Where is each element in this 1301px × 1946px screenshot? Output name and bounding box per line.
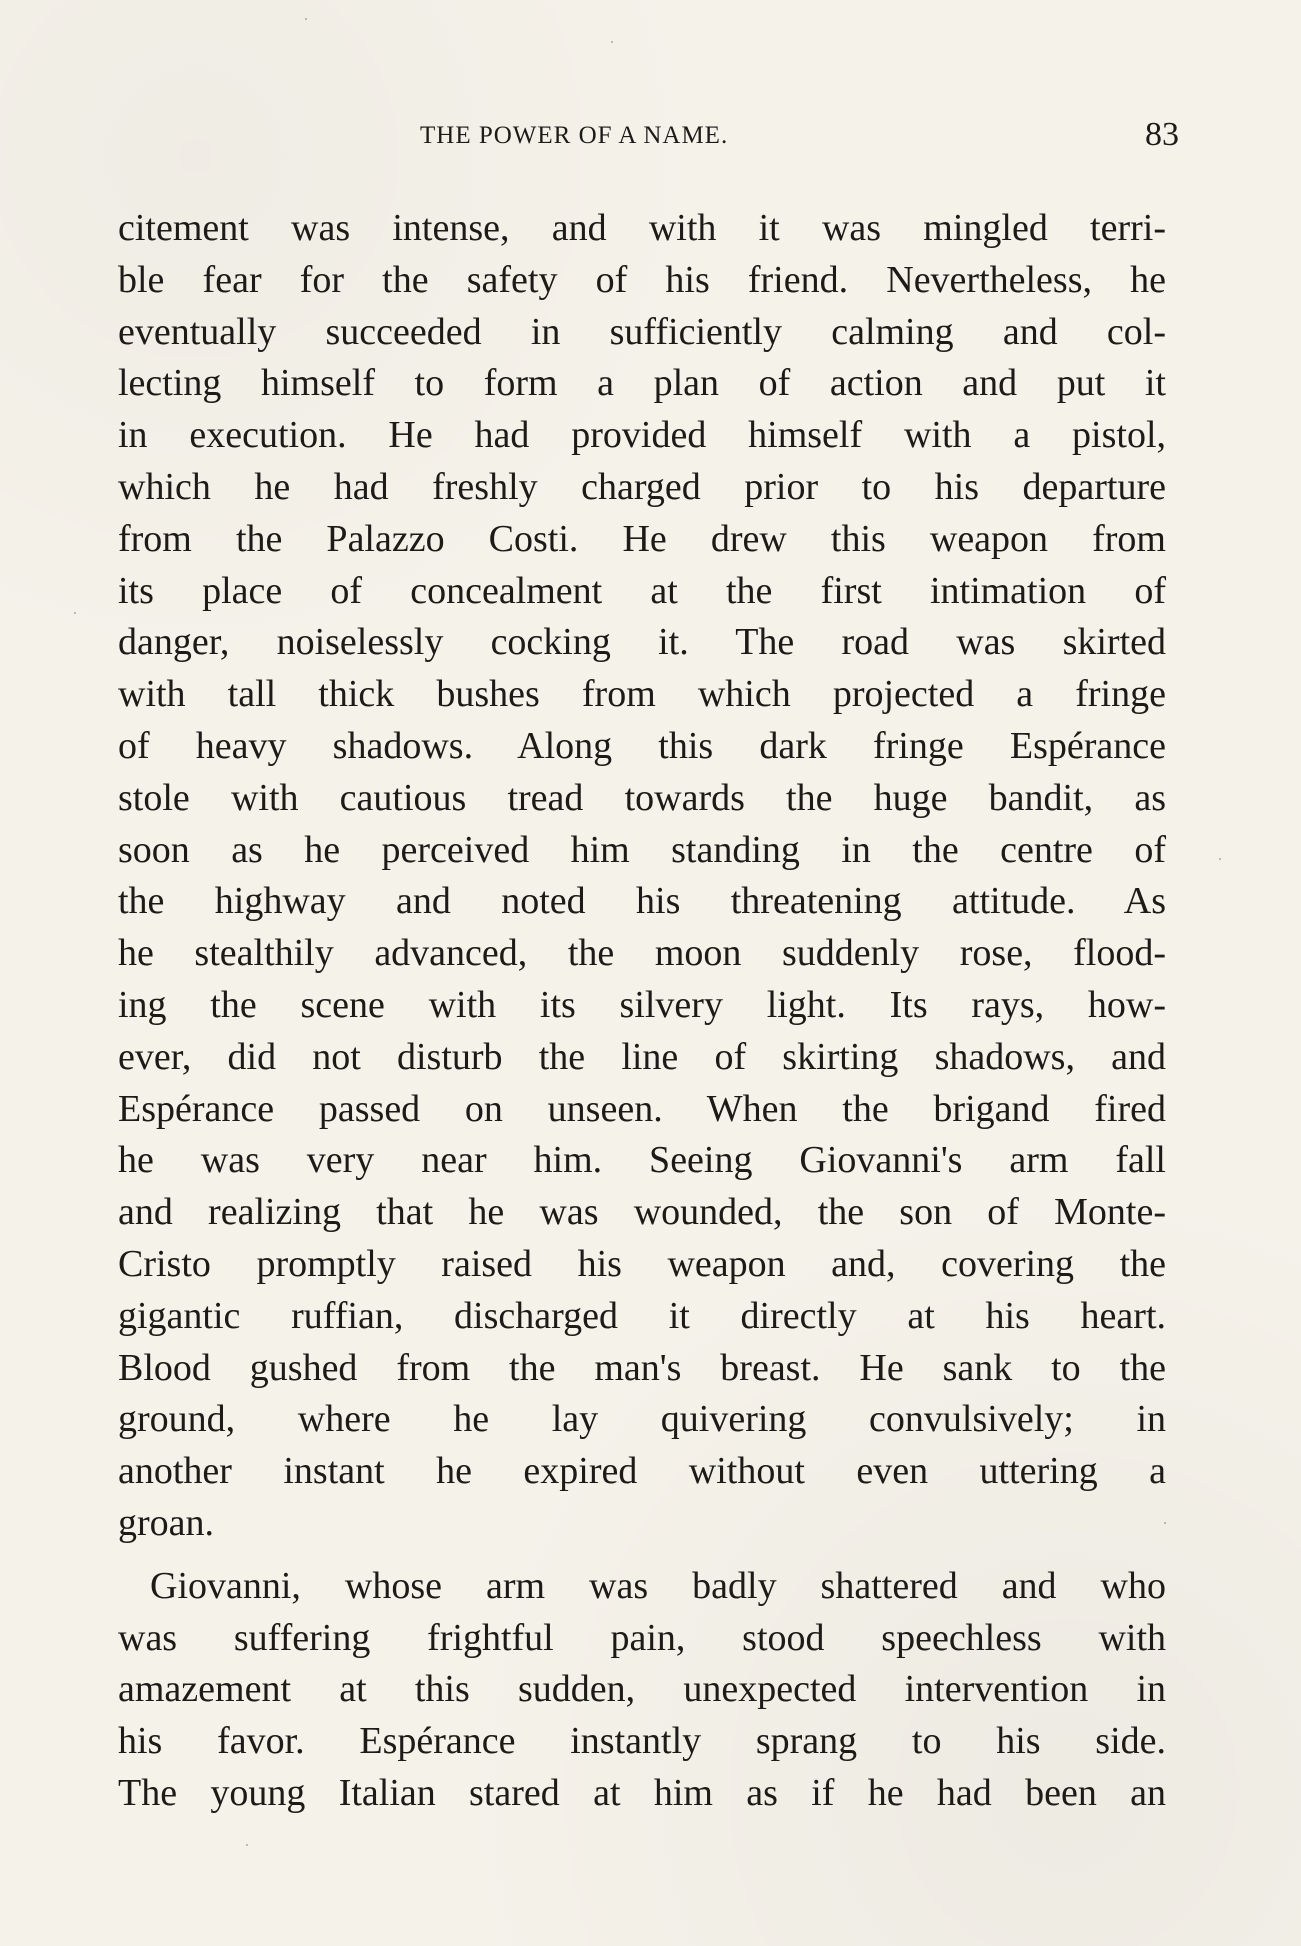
- running-head: THE POWER OF A NAME.: [420, 122, 729, 149]
- paper-speck: [816, 1792, 818, 1794]
- text-line: groan.: [118, 1501, 215, 1544]
- page-number: 83: [1145, 116, 1179, 153]
- paragraph-1: [118, 203, 1166, 1550]
- text-line: lecting himself to form a plan of action and put it: [118, 362, 1166, 405]
- text-line: amazement at this sudden, unexpected intervention in: [118, 1668, 1166, 1711]
- paper-speck: [74, 612, 76, 614]
- text-line: ever, did not disturb the line of skirting shadows, and: [118, 1035, 1166, 1078]
- text-line: soon as he perceived him standing in the centre of: [118, 828, 1166, 871]
- paragraph-2: [118, 1561, 1166, 1820]
- text-line: with tall thick bushes from which projected a fringe: [118, 673, 1166, 716]
- text-line: ble fear for the safety of his friend. Nevertheless, he: [118, 258, 1166, 301]
- paper-speck: [246, 1844, 248, 1846]
- paper-speck: [611, 41, 613, 43]
- text-line: citement was intense, and with it was mingled terri-: [118, 207, 1166, 249]
- text-line: gigantic ruffian, discharged it directly at his heart.: [118, 1294, 1166, 1337]
- paper-speck: [305, 18, 307, 20]
- text-line: in execution. He had provided himself with a pistol,: [118, 414, 1166, 457]
- text-line: which he had freshly charged prior to his departure: [118, 465, 1166, 508]
- text-line: his favor. Espérance instantly sprang to his side.: [118, 1720, 1166, 1763]
- text-line: ing the scene with its silvery light. Its rays, how-: [118, 983, 1166, 1026]
- text-line: its place of concealment at the first intimation of: [118, 569, 1166, 612]
- body-text: [118, 203, 1166, 1820]
- text-line: and realizing that he was wounded, the son of Monte-: [118, 1191, 1166, 1234]
- text-line: danger, noiselessly cocking it. The road was skirted: [118, 621, 1166, 664]
- text-line: another instant he expired without even uttering a: [118, 1450, 1166, 1493]
- text-line: he was very near him. Seeing Giovanni's arm fall: [118, 1139, 1166, 1182]
- paper-speck: [1164, 1522, 1166, 1524]
- text-line: was suffering frightful pain, stood speechless with: [118, 1616, 1166, 1659]
- text-line: ground, where he lay quivering convulsively; in: [118, 1398, 1166, 1441]
- text-line: from the Palazzo Costi. He drew this weapon from: [118, 517, 1166, 560]
- text-line: Cristo promptly raised his weapon and, covering the: [118, 1242, 1166, 1285]
- text-line: Espérance passed on unseen. When the brigand fired: [118, 1087, 1166, 1130]
- text-line: stole with cautious tread towards the huge bandit, as: [118, 776, 1166, 819]
- text-line: Blood gushed from the man's breast. He sank to the: [118, 1346, 1166, 1389]
- text-line: The young Italian stared at him as if he had been an: [118, 1771, 1166, 1814]
- paper-speck: [1219, 858, 1221, 860]
- text-line: he stealthily advanced, the moon suddenly rose, flood-: [118, 932, 1166, 975]
- text-line: Giovanni, whose arm was badly shattered and who: [150, 1564, 1166, 1607]
- text-line: eventually succeeded in sufficiently calming and col-: [118, 310, 1166, 353]
- text-line: of heavy shadows. Along this dark fringe Espérance: [118, 724, 1166, 767]
- text-line: the highway and noted his threatening attitude. As: [118, 880, 1166, 923]
